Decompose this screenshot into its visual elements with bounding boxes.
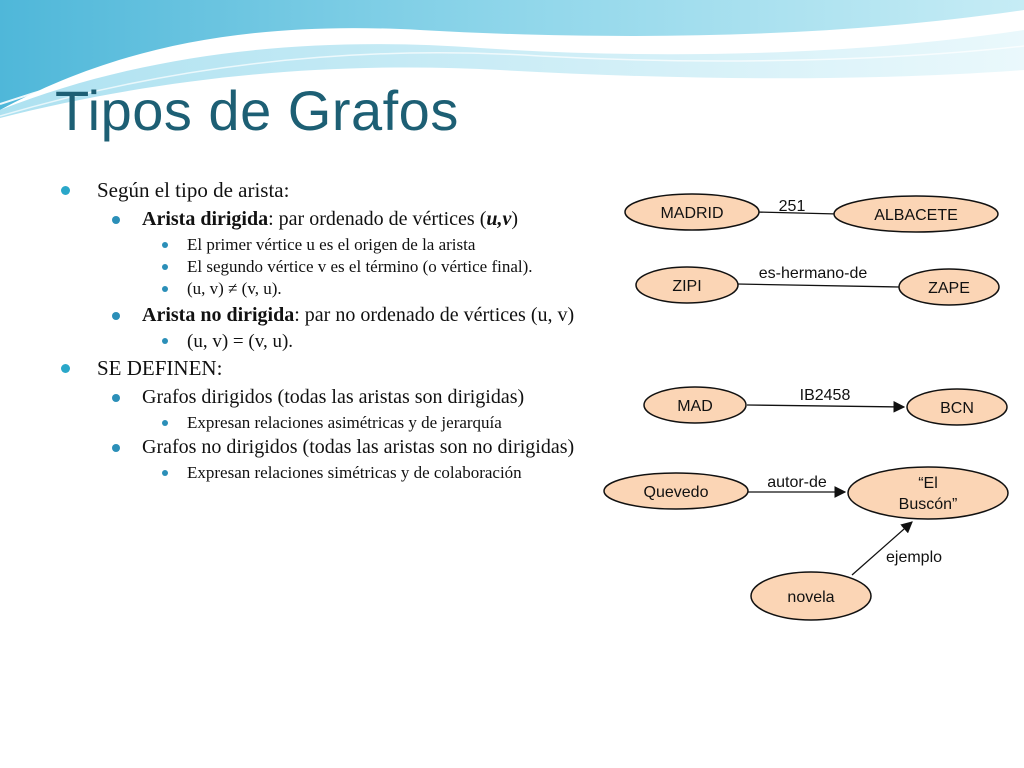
bullet-text: El segundo vértice v es el término (o vértice final). — [187, 257, 533, 276]
node-label-line1: “El — [918, 475, 938, 492]
node-zipi — [636, 267, 738, 303]
node-label: Quevedo — [643, 484, 709, 501]
bullet-italic-text: u,v — [486, 208, 512, 230]
node-el-buscon — [848, 467, 1008, 519]
bullet-text: SE DEFINEN: — [97, 356, 223, 380]
node-mad — [644, 387, 746, 423]
node-label: ALBACETE — [874, 207, 958, 224]
edge-label-251: 251 — [778, 198, 806, 215]
bullet-text: Grafos dirigidos (todas las aristas son dirigidas) — [142, 386, 525, 408]
node-novela — [751, 572, 871, 620]
edge-label-ib2458: IB2458 — [799, 387, 851, 404]
node-bcn — [907, 389, 1007, 425]
node-label: BCN — [940, 400, 974, 417]
node-label: MAD — [677, 398, 713, 415]
bullet-text: ) — [511, 208, 519, 230]
bullet-bold-text: Arista dirigida — [142, 208, 269, 230]
page-title: Tipos de Grafos — [55, 79, 459, 142]
node-label: ZIPI — [672, 278, 702, 295]
bullet-text: (u, v) ≠ (v, u). — [187, 279, 282, 298]
edge-label-autor-de: autor-de — [767, 474, 827, 491]
bullet-text: : par ordenado de vértices ( — [268, 208, 487, 230]
bullet-text: Expresan relaciones asimétricas y de jerarquía — [187, 413, 502, 432]
node-label-line2: Buscón” — [898, 496, 958, 513]
bullet-text: (u, v) = (v, u). — [187, 331, 294, 352]
node-label: MADRID — [660, 205, 724, 222]
node-madrid — [625, 194, 759, 230]
bullet-text: Expresan relaciones simétricas y de colaboración — [187, 463, 522, 482]
node-quevedo — [604, 473, 748, 509]
bullet-text: Según el tipo de arista: — [97, 178, 290, 202]
bullet-bold-text: Arista no dirigida — [142, 304, 295, 326]
node-label: novela — [787, 589, 835, 606]
bullet-text: : par no ordenado de vértices (u, v) — [294, 304, 575, 326]
node-albacete — [834, 196, 998, 232]
bullet-text: El primer vértice u es el origen de la arista — [187, 235, 476, 254]
node-zape — [899, 269, 999, 305]
bullet-text: Grafos no dirigidos (todas las aristas son no dirigidas) — [142, 436, 575, 458]
node-label: ZAPE — [928, 280, 970, 297]
edge-label-es-hermano-de: es-hermano-de — [758, 265, 868, 282]
edge-mad-bcn — [747, 405, 904, 407]
edge-label-ejemplo: ejemplo — [885, 549, 943, 566]
edge-zipi-zape — [737, 284, 899, 287]
